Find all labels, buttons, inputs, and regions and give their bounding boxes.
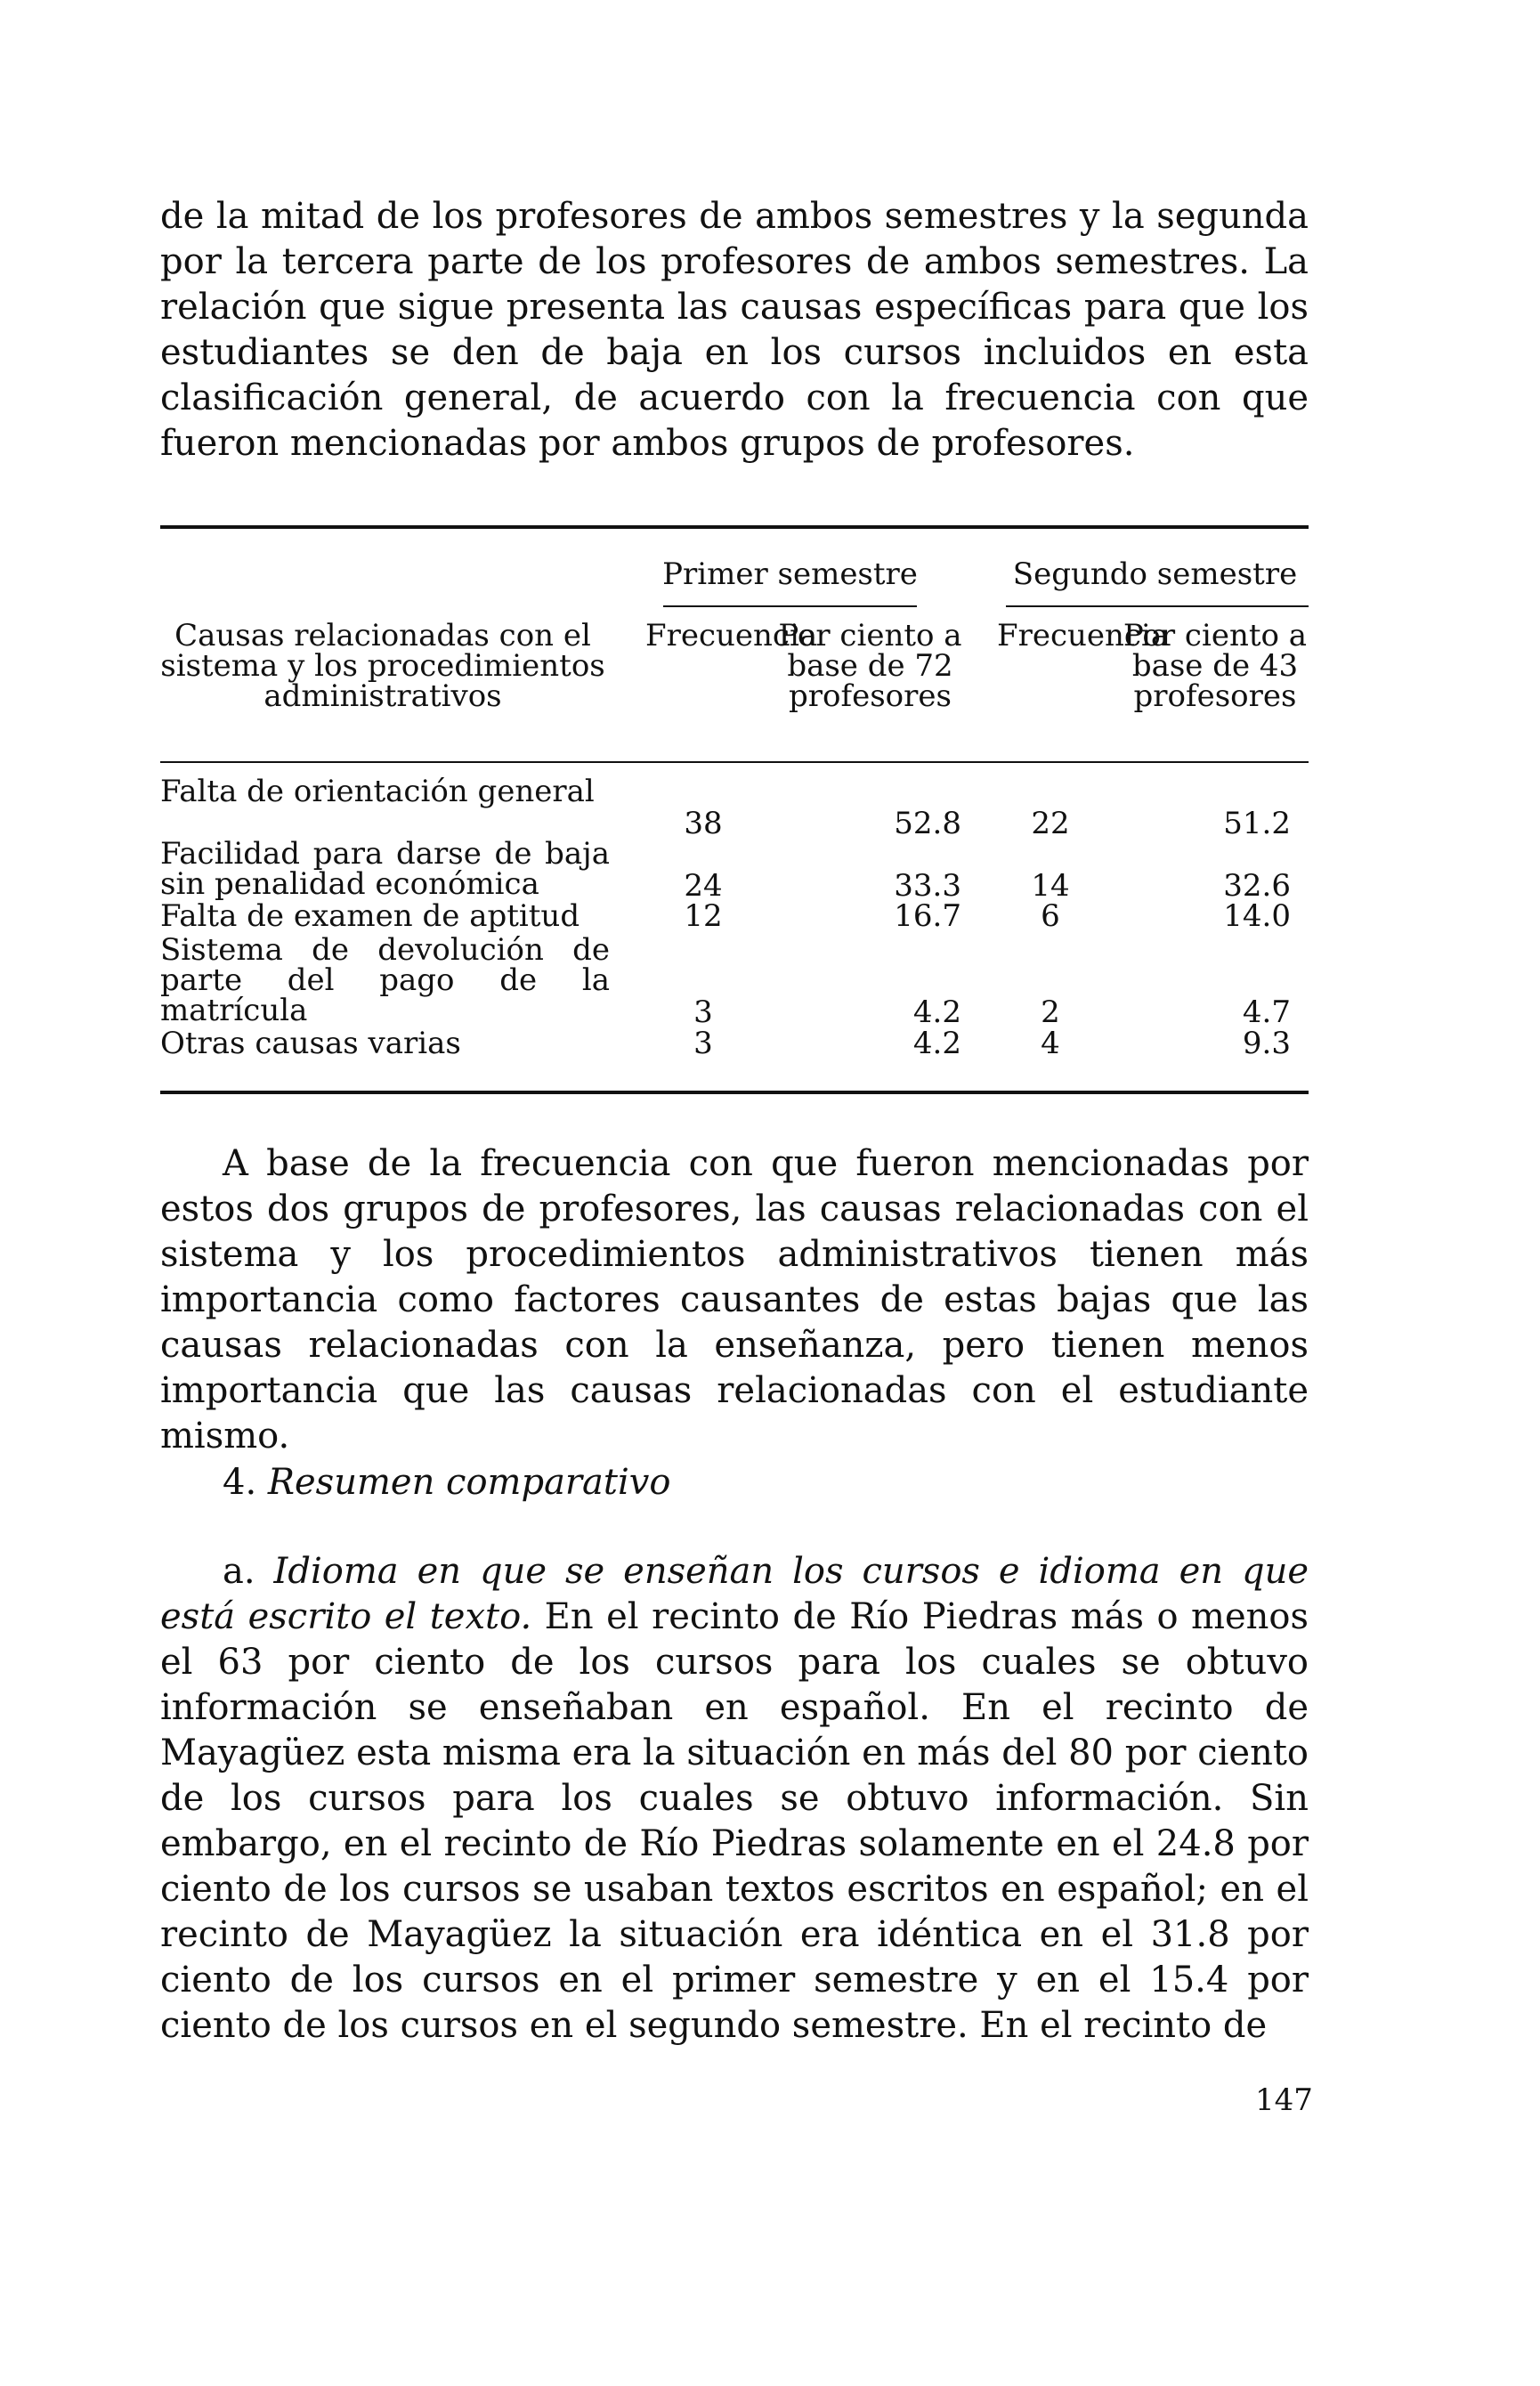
paragraph-body: En el recinto de Río Piedras más o menos el 63 por ciento de los cursos para los cuales se obtuvo información se enseñaban en español. En el recinto de Mayagüez esta misma era la situación en más del 80 por ciento de los cursos para los cuales se obtuvo información. Sin embargo, en el recinto de Río Piedras solamente en el 24.8 por ciento de los cursos se usaban textos escritos en español; en el recinto de Mayagüez la situación era idéntica en el 31.8 por ciento de los cursos en el primer semestre y en el 15.4 por ciento de los cursos en el segundo semestre. En el recinto de: [160, 1596, 1309, 2046]
table-cell-pct-2: 14.0: [1223, 898, 1291, 934]
table-cell-freq-2: 14: [1031, 868, 1070, 904]
table-cell-freq-1: 38: [684, 806, 723, 841]
section-number: 4.: [223, 1462, 257, 1503]
table-bottom-rule: [160, 1091, 1309, 1094]
table-row-label: Facilidad para darse de baja sin penalidad económica: [160, 836, 610, 902]
paragraph-language: [160, 1549, 1309, 2049]
section-heading: [223, 1460, 670, 1505]
table-cell-pct-1: 52.8: [894, 806, 961, 841]
table-cell-freq-2: 6: [1041, 898, 1060, 934]
table-cell-pct-2: 4.7: [1242, 994, 1291, 1030]
column-header-frequency-2: Frecuencia: [997, 618, 1170, 653]
table-cell-freq-1: 24: [684, 868, 723, 904]
paragraph-lead: a.: [223, 1551, 255, 1592]
table-cell-freq-2: 22: [1031, 806, 1070, 841]
paragraph-intro: de la mitad de los profesores de ambos semestres y la segunda por la tercera parte de los profesores de ambos semestres. La relación que sigue presenta las causas específicas para que los estudiantes se den de baja en los cursos incluidos en esta clasificación general, de acuerdo con la frecuencia con que fueron mencionadas por ambos grupos de profesores.: [160, 196, 1309, 464]
table-cell-pct-1: 4.2: [912, 1026, 961, 1061]
table-cell-pct-2: 32.6: [1223, 868, 1291, 904]
row-header: Causas relacionadas con el sistema y los procedimientos administrativos: [160, 618, 605, 714]
table-cell-freq-1: 3: [693, 994, 713, 1030]
paragraph-analysis: A base de la frecuencia con que fueron mencionadas por estos dos grupos de profesores, las causas relacionadas con el sistema y los procedimientos administrativos tienen más importancia como factores causantes de estas bajas que las causas relacionadas con la enseñanza, pero tienen menos importancia que las causas relacionadas con el estudiante mismo.: [160, 1143, 1309, 1457]
table-cell-pct-2: 51.2: [1223, 806, 1291, 841]
table-cell-freq-1: 3: [693, 1026, 713, 1061]
table-header-rule: [160, 761, 1309, 763]
section-title: Resumen comparativo: [267, 1462, 671, 1503]
table-row-label: Falta de orientación general: [160, 774, 595, 809]
page-number: 147: [1255, 2082, 1313, 2118]
document-page: [160, 0, 1313, 2386]
table-cell-pct-1: 4.2: [912, 994, 961, 1030]
table-cell-freq-1: 12: [684, 898, 723, 934]
table-row-label: Otras causas varias: [160, 1026, 461, 1061]
table-row-label: Falta de examen de aptitud: [160, 898, 580, 934]
group-header-first-semester: Primer semestre: [662, 556, 918, 592]
column-header-percent-2: Por ciento a base de 43 profesores: [1123, 618, 1308, 714]
table-cell-pct-1: 16.7: [894, 898, 961, 934]
group-rule-first: [663, 605, 917, 607]
table-cell-freq-2: 2: [1041, 994, 1060, 1030]
table-cell-freq-2: 4: [1041, 1026, 1060, 1061]
column-header-frequency-1: Frecuencia: [645, 618, 818, 653]
table-cell-pct-1: 33.3: [894, 868, 961, 904]
column-header-percent-1: Por ciento a base de 72 profesores: [778, 618, 962, 714]
group-header-second-semester: Segundo semestre: [1012, 556, 1298, 592]
table-row-label: Sistema de devolución de parte del pago de la matrícula: [160, 932, 610, 1028]
table-cell-pct-2: 9.3: [1242, 1026, 1291, 1061]
table-top-rule: [160, 525, 1309, 529]
group-rule-second: [1006, 605, 1309, 607]
paragraph-italic-title: Idioma en que se enseñan los cursos e idioma en que está escrito el texto.: [160, 1551, 1309, 1637]
